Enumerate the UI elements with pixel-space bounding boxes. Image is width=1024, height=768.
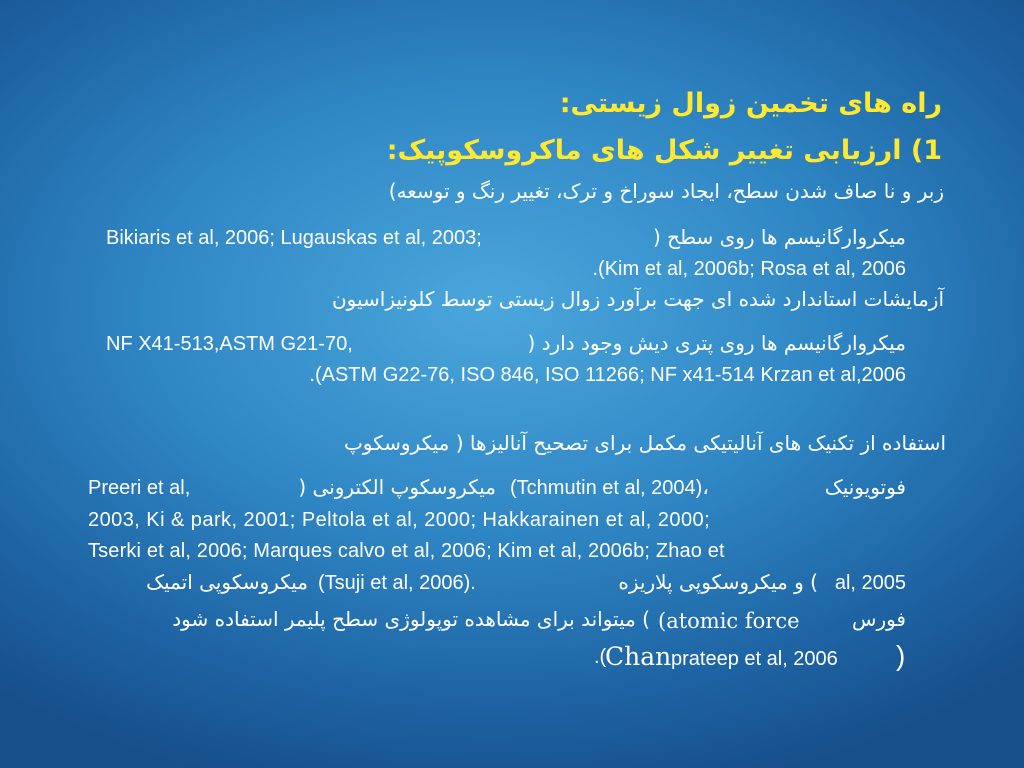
para2-line6-fa2: ) میتواند برای مشاهده توپولوژی سطح پلیمر استفاده شود <box>172 607 650 631</box>
para2-line2-en2: Preeri et al, <box>88 477 191 499</box>
para2-line1: استفاده از تکنیک های آنالیتیکی مکمل برای تصحیح آنالیزها ( میکروسکوپ <box>343 431 946 455</box>
slide-title: راه های تخمین زوال زیستی: <box>559 88 942 119</box>
para2-line4: Tserki et al, 2006; Marques calvo et al, 2006; Kim et al, 2006b; Zhao et <box>88 540 725 562</box>
para2-line7-open: .( <box>594 646 607 668</box>
para2-line5-fa1: ) و میکروسکوپی پلاریزه <box>618 570 818 594</box>
para1-line5-en: NF X41-513,ASTM G21-70, <box>106 333 353 355</box>
para2-line5-en1: al, 2005 <box>834 572 906 594</box>
para2-line7-close: ) <box>896 640 906 671</box>
para2-line3: 2003, Ki & park, 2001; Peltola et al, 2000; Hakkarainen et al, 2000; <box>88 509 711 531</box>
para1-line4: آزمایشات استاندارد شده ای جهت برآورد زوال زیستی توسط کلونیزاسیون <box>331 287 944 311</box>
para2-line2-fa1: فوتویونیک <box>824 475 906 499</box>
para2-line6-fa1: فورس <box>852 607 906 631</box>
para2-line6-en: (atomic force <box>658 609 800 633</box>
para1-line6: .(ASTM G22-76, ISO 846, ISO 11266; NF x41-514 Krzan et al,2006 <box>309 364 906 386</box>
para1-line2-fa: میکروارگانیسم ها روی سطح ( <box>653 225 906 249</box>
para1-line5-fa: میکروارگانیسم ها روی پتری دیش وجود دارد ( <box>527 331 906 355</box>
para2-line7-rest: prateep et al, 2006 <box>671 648 838 670</box>
slide-subtitle: 1) ارزیابی تغییر شکل های ماکروسکوپیک: <box>386 135 942 166</box>
para2-line5-fa2: میکروسکوپی اتمیک <box>146 570 308 594</box>
para2-line7-chan: Chan <box>605 642 672 671</box>
para2-line2-en1: (Tchmutin et al, 2004)، <box>510 477 709 499</box>
para2-line2-fa2: میکروسکوپ الکترونی ( <box>298 475 496 499</box>
para2-line5-en2: (Tsuji et al, 2006). <box>318 572 476 594</box>
para1-line3: .(Kim et al, 2006b; Rosa et al, 2006 <box>592 258 906 280</box>
para1-line2-en: Bikiaris et al, 2006; Lugauskas et al, 2003; <box>106 227 482 249</box>
para1-line1: زبر و نا صاف شدن سطح، ایجاد سوراخ و ترک، تغییر رنگ و توسعه) <box>388 179 944 203</box>
